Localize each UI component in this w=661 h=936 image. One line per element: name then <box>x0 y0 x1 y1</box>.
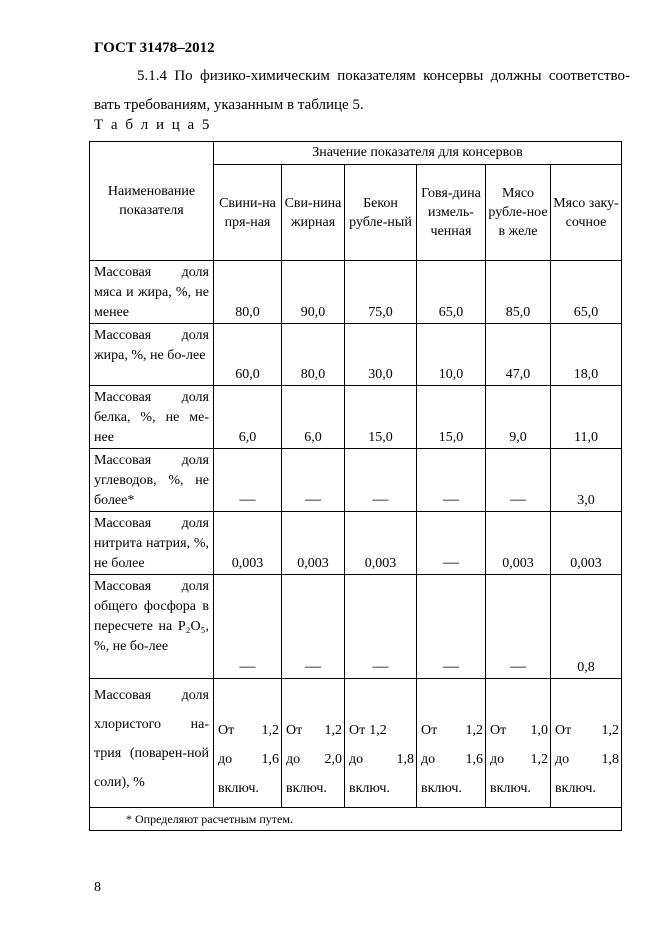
range-to-word: до <box>349 752 364 767</box>
range-to: 1,2 <box>530 752 548 767</box>
value-cell: 90,0 <box>282 261 345 324</box>
value-cell: 3,0 <box>551 449 622 512</box>
value-cell: 15,0 <box>345 386 417 449</box>
range-from: 1,2 <box>465 723 483 738</box>
value-cell: 10,0 <box>417 324 486 386</box>
value-cell: 30,0 <box>345 324 417 386</box>
row-name: Массовая доля жира, %, не бо-лее <box>90 324 214 386</box>
row-name: Массовая доля белка, %, не ме-нее <box>90 386 214 449</box>
table-row <box>90 261 622 324</box>
range-from-word: От <box>286 723 303 738</box>
value-cell: — <box>417 512 486 575</box>
range-to-word: до <box>286 752 301 767</box>
column-header: Мясо заку-сочное <box>551 165 622 261</box>
value-cell: 80,0 <box>282 324 345 386</box>
range-from: 1,2 <box>324 723 342 738</box>
value-cell: 18,0 <box>551 324 622 386</box>
range-from-word: От <box>349 723 366 738</box>
range-cell <box>345 679 417 808</box>
value-cell: 0,8 <box>551 575 622 679</box>
value-cell: 0,003 <box>214 512 282 575</box>
row-name: Массовая доля нитрита натрия, %, не более <box>90 512 214 575</box>
value-cell: 6,0 <box>282 386 345 449</box>
range-from-word: От <box>490 723 507 738</box>
range-suffix: включ. <box>349 781 390 796</box>
value-cell: — <box>282 449 345 512</box>
range-to: 2,0 <box>324 752 342 767</box>
value-cell: — <box>345 449 417 512</box>
table-row <box>90 386 622 449</box>
range-from: 1,2 <box>369 723 387 738</box>
value-cell: 0,003 <box>345 512 417 575</box>
table-row <box>90 449 622 512</box>
range-cell <box>282 679 345 808</box>
row-name: Массовая доля общего фосфора в пересчете на P₂O₅, %, не бо-лее <box>90 575 214 679</box>
range-from-word: От <box>218 723 235 738</box>
table-5 <box>89 141 622 831</box>
range-to: 1,6 <box>465 752 483 767</box>
column-header-name: Наименование показателя <box>90 142 214 261</box>
value-cell: 85,0 <box>486 261 551 324</box>
value-cell: 11,0 <box>551 386 622 449</box>
column-header: Говя-дина измель-ченная <box>417 165 486 261</box>
clause-paragraph: 5.1.4 По физико-химическим показателям консервы должны соответство-вать требованиям, указанным в таблице 5. <box>94 68 630 113</box>
range-to-word: до <box>490 752 505 767</box>
value-cell: — <box>282 575 345 679</box>
range-suffix: включ. <box>421 781 462 796</box>
range-to-word: до <box>421 752 436 767</box>
range-cell <box>486 679 551 808</box>
table-row <box>90 512 622 575</box>
table-caption: Т а б л и ц а 5 <box>94 117 212 133</box>
column-header: Бекон рубле-ный <box>345 165 417 261</box>
value-cell: 15,0 <box>417 386 486 449</box>
value-cell: — <box>214 449 282 512</box>
range-to: 1,6 <box>261 752 279 767</box>
column-group-header: Значение показателя для консервов <box>214 142 622 165</box>
value-cell: — <box>417 449 486 512</box>
range-from-word: От <box>555 723 572 738</box>
value-cell: 80,0 <box>214 261 282 324</box>
page-number: 8 <box>94 880 101 895</box>
range-to-word: до <box>555 752 570 767</box>
table-row <box>90 575 622 679</box>
table-row <box>90 324 622 386</box>
range-suffix: включ. <box>218 781 259 796</box>
row-name: Массовая доля углеводов, %, не более* <box>90 449 214 512</box>
range-cell <box>551 679 622 808</box>
range-to: 1,8 <box>396 752 414 767</box>
range-suffix: включ. <box>286 781 327 796</box>
range-to-word: до <box>218 752 233 767</box>
row-name: Массовая доля мяса и жира, %, не менее <box>90 261 214 324</box>
range-cell <box>214 679 282 808</box>
range-cell <box>417 679 486 808</box>
column-header: Свини-на пря-ная <box>214 165 282 261</box>
value-cell: — <box>417 575 486 679</box>
table-row <box>90 679 622 808</box>
footnote-row <box>90 808 622 831</box>
value-cell: 60,0 <box>214 324 282 386</box>
value-cell: 0,003 <box>282 512 345 575</box>
value-cell: — <box>214 575 282 679</box>
range-from-word: От <box>421 723 438 738</box>
row-name: Массовая доля хлористого на-трия (поварен-ной соли), % <box>90 679 214 808</box>
value-cell: 6,0 <box>214 386 282 449</box>
value-cell: 9,0 <box>486 386 551 449</box>
column-header: Сви-нина жирная <box>282 165 345 261</box>
value-cell: 0,003 <box>551 512 622 575</box>
column-header: Мясо рубле-ное в желе <box>486 165 551 261</box>
value-cell: 47,0 <box>486 324 551 386</box>
value-cell: — <box>486 449 551 512</box>
value-cell: 0,003 <box>486 512 551 575</box>
value-cell: 65,0 <box>551 261 622 324</box>
range-from: 1,0 <box>530 723 548 738</box>
range-from: 1,2 <box>601 723 619 738</box>
range-suffix: включ. <box>490 781 531 796</box>
value-cell: — <box>486 575 551 679</box>
standard-header: ГОСТ 31478–2012 <box>94 40 215 56</box>
value-cell: 75,0 <box>345 261 417 324</box>
value-cell: 65,0 <box>417 261 486 324</box>
range-suffix: включ. <box>555 781 596 796</box>
range-from: 1,2 <box>261 723 279 738</box>
range-to: 1,8 <box>601 752 619 767</box>
value-cell: — <box>345 575 417 679</box>
table-footnote: * Определяют расчетным путем. <box>90 808 622 831</box>
